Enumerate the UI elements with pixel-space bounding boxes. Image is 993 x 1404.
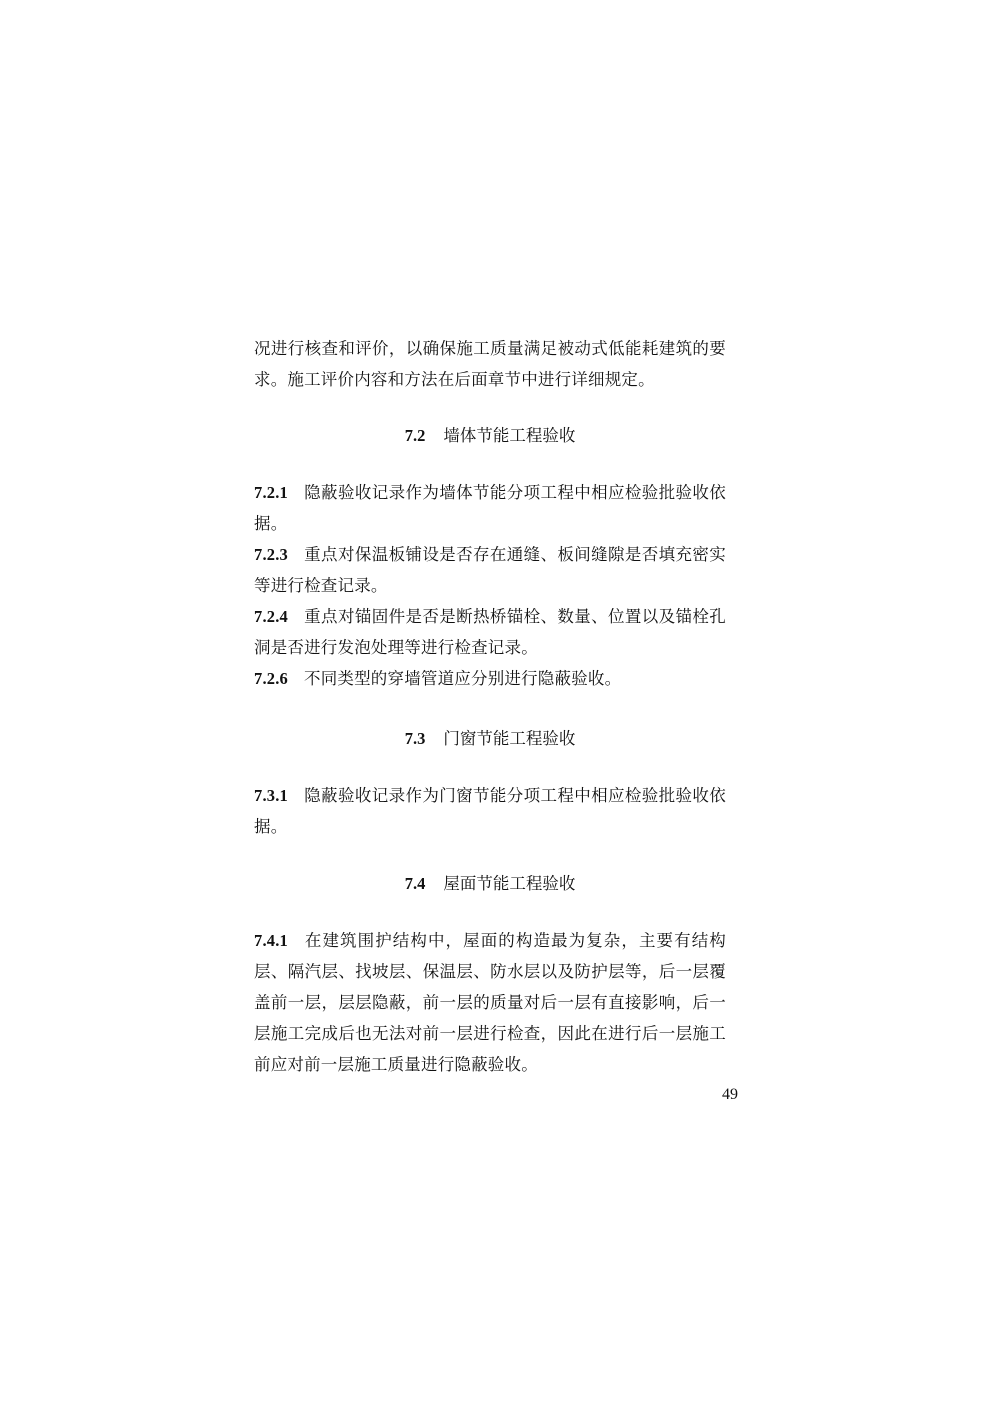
clause-7-3-1 bbox=[254, 780, 726, 842]
section-heading-7-3 bbox=[254, 727, 726, 751]
clause-text: 在建筑围护结构中，屋面的构造最为复杂，主要有结构层、隔汽层、找坡层、保温层、防水层以及防护层等，后一层覆盖前一层，层层隐蔽，前一层的质量对后一层有直接影响，后一层施工完成后也无法对前一层进行检查，因此在进行后一层施工前应对前一层施工质量进行隐蔽验收。 bbox=[254, 931, 726, 1074]
clause-7-2-6 bbox=[254, 663, 726, 694]
clause-text: 隐蔽验收记录作为门窗节能分项工程中相应检验批验收依据。 bbox=[254, 786, 726, 836]
clause-number: 7.3.1 bbox=[254, 786, 288, 805]
intro-text: 况进行核查和评价，以确保施工质量满足被动式低能耗建筑的要求。施工评价内容和方法在后面章节中进行详细规定。 bbox=[254, 339, 726, 389]
clause-number: 7.2.1 bbox=[254, 483, 288, 502]
clause-text: 重点对保温板铺设是否存在通缝、板间缝隙是否填充密实等进行检查记录。 bbox=[254, 545, 726, 595]
clause-number: 7.2.6 bbox=[254, 669, 288, 688]
section-body-7-4 bbox=[254, 925, 726, 1080]
section-number: 7.4 bbox=[404, 874, 426, 893]
page-number: 49 bbox=[722, 1086, 738, 1103]
section-body-7-2 bbox=[254, 477, 726, 694]
intro-paragraph bbox=[254, 333, 726, 395]
clause-number: 7.2.3 bbox=[254, 545, 288, 564]
section-body-7-3 bbox=[254, 780, 726, 842]
section-number: 7.2 bbox=[404, 426, 426, 445]
clause-7-2-3 bbox=[254, 539, 726, 601]
clause-7-2-4 bbox=[254, 601, 726, 663]
section-heading-7-4 bbox=[254, 872, 726, 896]
clause-number: 7.2.4 bbox=[254, 607, 288, 626]
section-number: 7.3 bbox=[404, 729, 426, 748]
clause-7-4-1 bbox=[254, 925, 726, 1080]
section-title: 墙体节能工程验收 bbox=[443, 426, 576, 445]
clause-7-2-1 bbox=[254, 477, 726, 539]
section-title: 门窗节能工程验收 bbox=[443, 729, 576, 748]
clause-text: 不同类型的穿墙管道应分别进行隐蔽验收。 bbox=[304, 669, 622, 688]
clause-text: 重点对锚固件是否是断热桥锚栓、数量、位置以及锚栓孔洞是否进行发泡处理等进行检查记录。 bbox=[254, 607, 726, 657]
clause-number: 7.4.1 bbox=[254, 931, 288, 950]
section-title: 屋面节能工程验收 bbox=[443, 874, 576, 893]
section-heading-7-2 bbox=[254, 424, 726, 448]
clause-text: 隐蔽验收记录作为墙体节能分项工程中相应检验批验收依据。 bbox=[254, 483, 726, 533]
